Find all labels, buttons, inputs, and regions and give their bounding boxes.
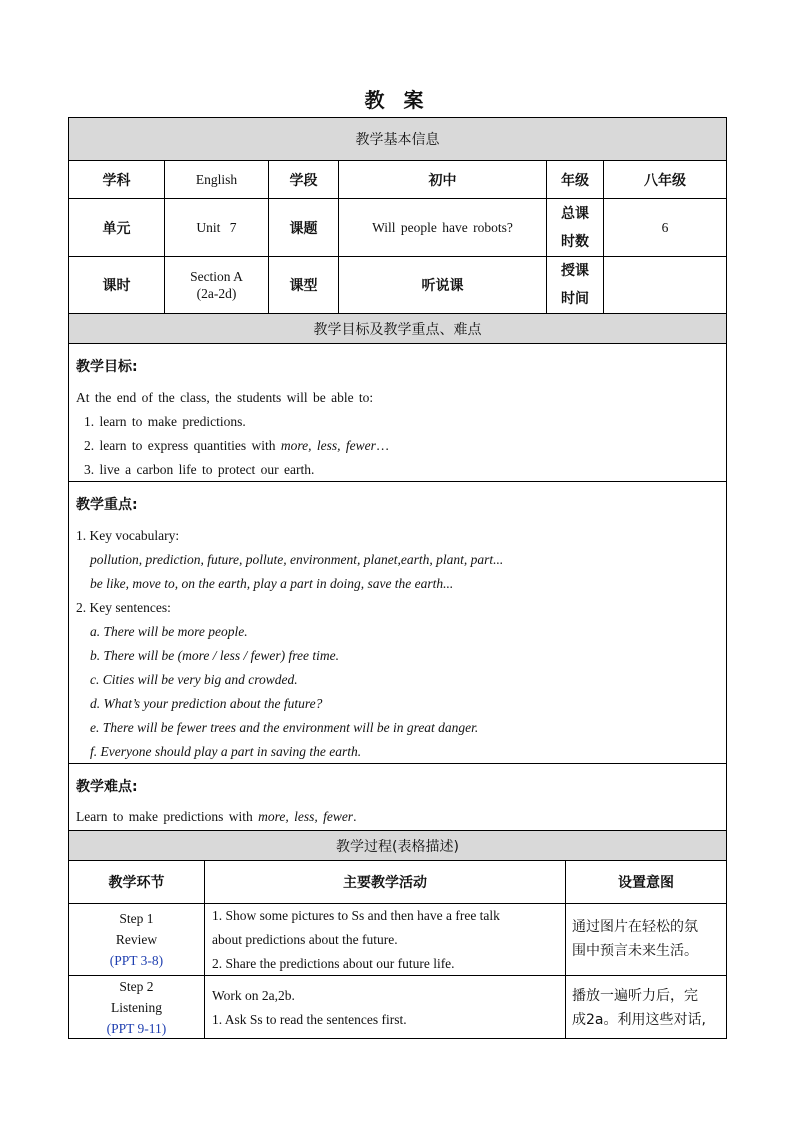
difficulty-text-main: Learn to make predictions with	[76, 809, 259, 824]
difficulty-heading: 教学难点:	[76, 779, 138, 795]
period-value	[165, 257, 268, 313]
total-hours-value: 6	[661, 219, 669, 235]
process-row-2-stage	[69, 976, 204, 1038]
subject-value: English	[195, 171, 238, 187]
table-border	[68, 1038, 727, 1039]
class-time-label-line2: 时间	[561, 291, 589, 307]
section-goals: 教学目标及教学重点、难点	[313, 321, 482, 338]
process-header-activity: 主要教学活动	[343, 875, 427, 891]
section-process: 教学过程(表格描述)	[336, 838, 459, 855]
total-hours-label	[547, 199, 603, 256]
period-value-line2: (2a-2d)	[196, 286, 237, 301]
objective-item-2-italic: more, less, fewer	[280, 438, 376, 453]
period-label: 课时	[102, 278, 131, 294]
objective-item-2-text: 2. learn to express quantities with	[84, 438, 281, 453]
class-time-label	[547, 257, 603, 313]
stage-value: 初中	[428, 172, 457, 189]
sentence-f: f. Everyone should play a part in saving the earth.	[90, 744, 362, 759]
class-time-label-line1: 授课	[561, 263, 589, 279]
table-border	[726, 117, 727, 1039]
class-time-value	[604, 257, 726, 313]
subject-label: 学科	[102, 172, 131, 189]
table-border	[68, 481, 727, 482]
process-row-1-intent	[572, 915, 698, 963]
grade-label: 年级	[561, 172, 589, 189]
topic-label: 课题	[289, 220, 318, 237]
process-row-1-activity-2: about predictions about the future.	[212, 932, 398, 947]
period-value-line1: Section A	[190, 269, 243, 284]
process-header-intent: 设置意图	[618, 875, 674, 891]
objectives-heading: 教学目标:	[76, 359, 138, 375]
process-row-1-intent-line2: 围中预言未来生活。	[572, 943, 698, 959]
total-hours-label-line2: 时数	[561, 233, 589, 250]
table-border	[68, 763, 727, 764]
sentence-d: d. What’s your prediction about the future?	[90, 696, 323, 711]
sentences-title: 2. Key sentences:	[76, 600, 171, 615]
objectives-intro: At the end of the class, the students will be able to:	[76, 390, 374, 405]
vocab-title: 1. Key vocabulary:	[76, 528, 180, 543]
total-hours-label-line1: 总课	[561, 205, 589, 222]
difficulty-text	[76, 809, 356, 825]
sentence-c: c. Cities will be very big and crowded.	[90, 672, 298, 687]
process-row-2-ppt: (PPT 9-11)	[106, 1020, 167, 1036]
process-header-stage: 教学环节	[108, 875, 165, 891]
process-row-2-step: Step 2	[119, 978, 154, 994]
unit-label: 单元	[102, 220, 131, 237]
process-row-2-intent	[572, 984, 706, 1032]
unit-value: Unit 7	[196, 219, 237, 235]
section-basic-info: 教学基本信息	[355, 132, 440, 148]
process-row-2-intent-line2: 成2a。利用这些对话,	[572, 1012, 706, 1028]
objective-item-2	[84, 438, 389, 454]
grade-value: 八年级	[644, 172, 686, 189]
process-row-1-activity-3: 2. Share the predictions about our future life.	[212, 956, 455, 971]
topic-value: Will people have robots?	[372, 219, 513, 235]
difficulty-text-suffix: .	[353, 809, 357, 824]
difficulty-text-italic: more, less, fewer	[258, 809, 354, 824]
objective-item-2-suffix: …	[375, 438, 390, 453]
process-row-1-activity-1: 1. Show some pictures to Ss and then have a free talk	[212, 908, 500, 923]
process-row-1-step: Step 1	[119, 911, 154, 926]
process-row-2-activity-1: Work on 2a,2b.	[212, 988, 295, 1003]
process-row-1-stage	[69, 904, 204, 975]
objective-item-3: 3. live a carbon life to protect our earth.	[84, 462, 315, 477]
stage-label: 学段	[289, 172, 318, 189]
process-row-1-ppt: (PPT 3-8)	[109, 953, 164, 968]
process-row-1-name: Review	[115, 932, 158, 947]
process-row-2-name: Listening	[110, 999, 162, 1015]
table-border	[68, 343, 727, 344]
type-label: 课型	[289, 278, 318, 294]
vocab-line-1: pollution, prediction, future, pollute, environment, planet,earth, plant, part...	[90, 552, 504, 567]
document-title: 教 案	[364, 88, 430, 112]
sentence-e: e. There will be fewer trees and the environment will be in great danger.	[90, 720, 479, 735]
type-value: 听说课	[421, 278, 464, 294]
key-points-heading: 教学重点:	[76, 497, 138, 513]
vocab-line-2: be like, move to, on the earth, play a part in doing, save the earth...	[90, 576, 454, 591]
process-row-2-activity-2: 1. Ask Ss to read the sentences first.	[212, 1012, 407, 1027]
sentence-b: b. There will be (more / less / fewer) free time.	[90, 648, 339, 663]
process-row-2-intent-line1: 播放一遍听力后，完	[572, 988, 698, 1004]
process-row-1-intent-line1: 通过图片在轻松的氛	[572, 919, 698, 935]
objective-item-1: 1. learn to make predictions.	[84, 414, 246, 429]
sentence-a: a. There will be more people.	[90, 624, 248, 639]
